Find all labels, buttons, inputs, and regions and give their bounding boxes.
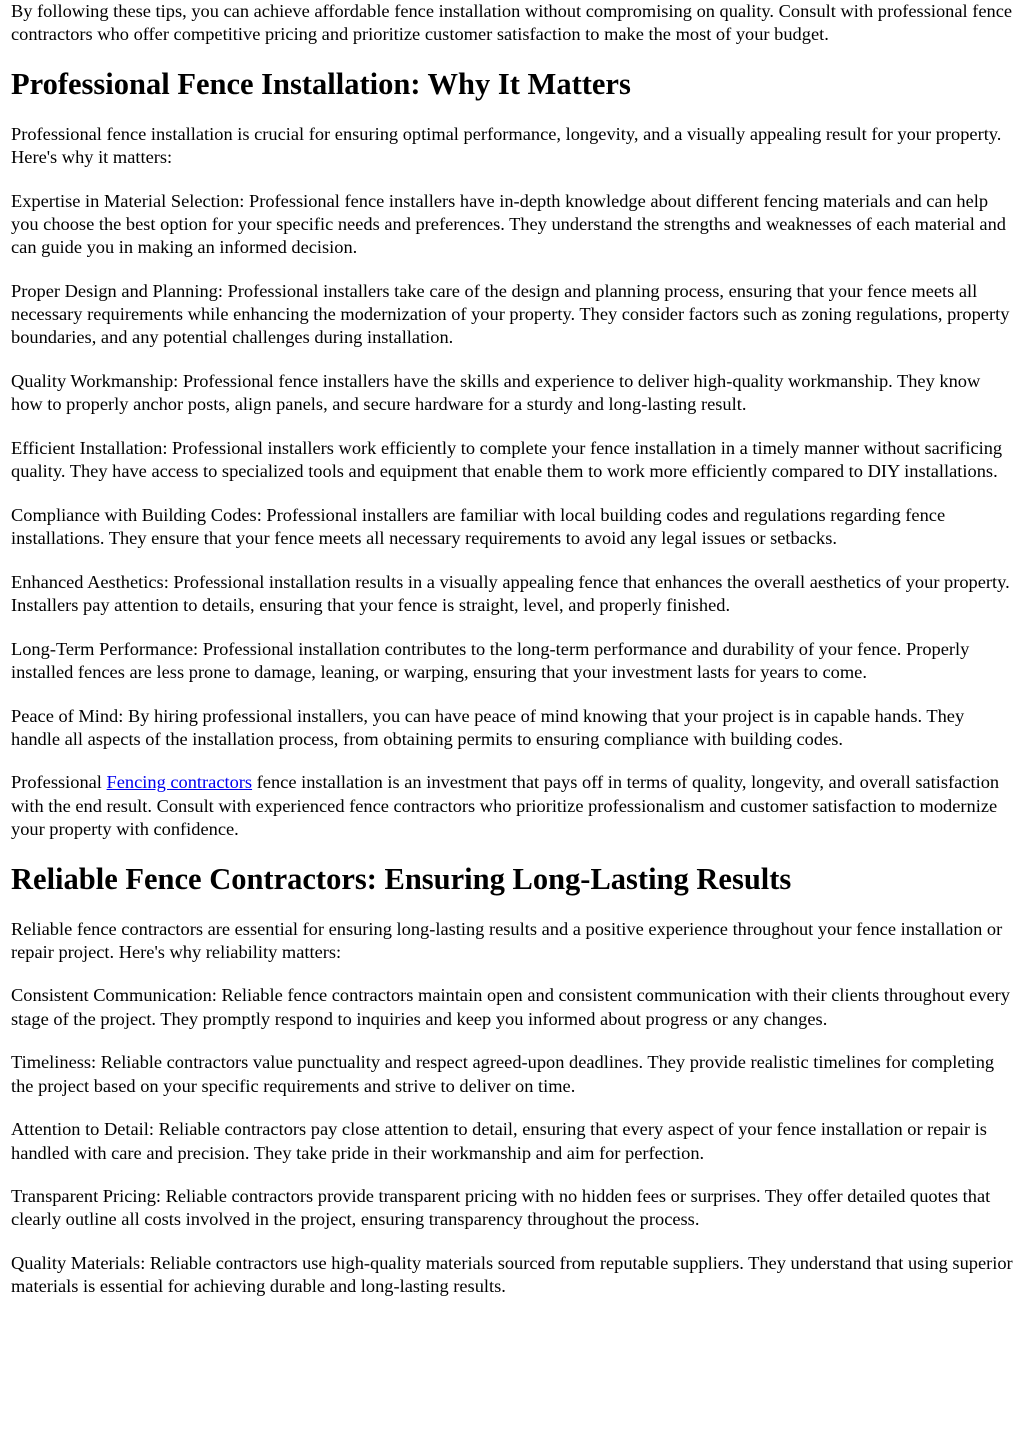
section-heading-reliable: Reliable Fence Contractors: Ensuring Long-Lasting Results [11, 861, 792, 896]
closing-text-before-link: Professional [11, 772, 107, 793]
reliable-intro-paragraph: Reliable fence contractors are essential for ensuring long-lasting results and a positive experience throughout your fence installation or repair project. Here's why reliability matters: [11, 918, 1003, 962]
professional-item-building-codes: Compliance with Building Codes: Professional installers are familiar with local building codes and regulations regarding fence installations. They ensure that your fence meets all necessary requirements to avoid any legal issues or setbacks. [11, 504, 946, 549]
professional-item-enhanced-aesthetics: Enhanced Aesthetics: Professional installation results in a visually appealing fence that enhances the overall aesthetics of your property. Installers pay attention to details, ensuring that your fence is straight, level, and properly finished. [11, 571, 1010, 615]
professional-intro-paragraph: Professional fence installation is crucial for ensuring optimal performance, longevity, and a visually appealing result for your property. Here's why it matters: [11, 123, 1002, 168]
reliable-item-communication: Consistent Communication: Reliable fence contractors maintain open and consistent communication with their clients throughout every stage of the project. They promptly respond to inquiries and keep you informed about progress or any changes. [11, 985, 1010, 1029]
reliable-item-quality-materials: Quality Materials: Reliable contractors use high-quality materials sourced from reputable suppliers. They understand that using superior materials is essential for achieving durable and long-lasting results. [11, 1253, 1013, 1297]
intro-paragraph: By following these tips, you can achieve affordable fence installation without compromising on quality. Consult with professional fence contractors who offer competitive pricing and prioritize customer satisfaction to make the most of your budget. [11, 1, 1013, 45]
reliable-item-timeliness: Timeliness: Reliable contractors value punctuality and respect agreed-upon deadlines. They provide realistic timelines for completing the project based on your specific requirements and strive to deliver on time. [11, 1052, 995, 1096]
reliable-item-attention-to-detail: Attention to Detail: Reliable contractors pay close attention to detail, ensuring that every aspect of your fence installation or repair is handled with care and precision. They take pride in their workmanship and aim for perfection. [11, 1119, 987, 1163]
closing-text-after-link: fence installation is an investment that pays off in terms of quality, longevity, and overall satisfaction with the end result. Consult with experienced fence contractors who prioritize professionalism and customer satisfaction to modernize your property with confidence. [11, 772, 1000, 839]
professional-closing-paragraph [11, 771, 1014, 841]
professional-item-design-planning: Proper Design and Planning: Professional installers take care of the design and planning process, ensuring that your fence meets all necessary requirements while enhancing the modernization of your property. They consider factors such as zoning regulations, property boundaries, and any potential challenges during installation. [11, 280, 1010, 348]
professional-item-quality-workmanship: Quality Workmanship: Professional fence installers have the skills and experience to deliver high-quality workmanship. They know how to properly anchor posts, align panels, and secure hardware for a sturdy and long-lasting result. [11, 371, 981, 415]
reliable-item-transparent-pricing: Transparent Pricing: Reliable contractors provide transparent pricing with no hidden fees or surprises. They offer detailed quotes that clearly outline all costs involved in the project, ensuring transparency throughout the process. [11, 1186, 991, 1230]
professional-item-peace-of-mind: Peace of Mind: By hiring professional installers, you can have peace of mind knowing that your project is in capable hands. They handle all aspects of the installation process, from obtaining permits to ensuring compliance with building codes. [11, 705, 965, 749]
fencing-contractors-link[interactable]: Fencing contractors [106, 772, 253, 793]
professional-item-material-selection: Expertise in Material Selection: Professional fence installers have in-depth knowledge about different fencing materials and can help you choose the best option for your specific needs and preferences. They understand the strengths and weaknesses of each material and can guide you in making an informed decision. [11, 190, 1006, 258]
professional-item-efficient-installation: Efficient Installation: Professional installers work efficiently to complete your fence installation in a timely manner without sacrificing quality. They have access to specialized tools and equipment that enable them to work more efficiently compared to DIY installations. [11, 437, 1003, 482]
professional-item-long-term-performance: Long-Term Performance: Professional installation contributes to the long-term performance and durability of your fence. Properly installed fences are less prone to damage, leaning, or warping, ensuring that your investment lasts for years to come. [11, 638, 970, 682]
section-heading-professional: Professional Fence Installation: Why It Matters [11, 66, 631, 101]
